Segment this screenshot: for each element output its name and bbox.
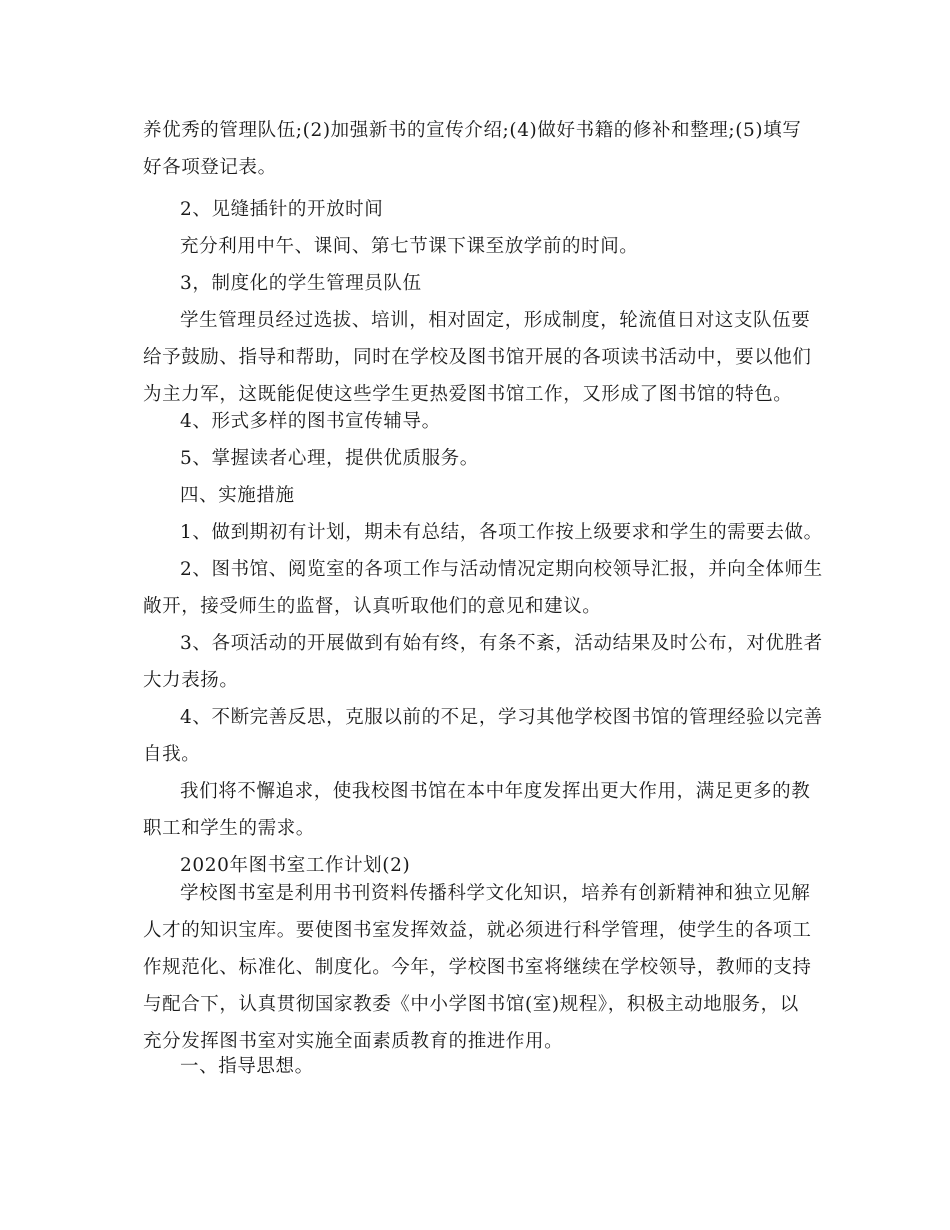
text-line: 一、指导思想。 <box>180 1056 314 1077</box>
paragraph-student-managers <box>143 302 813 413</box>
text-line: 学生管理员经过选拔、培训，相对固定，形成制度，轮流值日对这支队伍要 <box>180 310 811 331</box>
text-line: 养优秀的管理队伍;(2)加强新书的宣传介绍;(4)做好书籍的修补和整理;(5)填写 <box>143 120 802 141</box>
text-line: 人才的知识宝库。要使图书室发挥效益，就必须进行科学管理，使学生的各项工 <box>143 920 812 941</box>
paragraph-heading-student-managers <box>143 265 813 302</box>
text-line: 四、实施措施 <box>180 485 295 506</box>
text-line: 2、图书馆、阅览室的各项工作与活动情况定期向校领导汇报，并向全体师生 <box>180 559 823 580</box>
text-line: 给予鼓励、指导和帮助，同时在学校及图书馆开展的各项读书活动中，要以他们 <box>143 347 812 368</box>
paragraph-measure-2 <box>143 551 823 625</box>
text-line: 2020年图书室工作计划(2) <box>180 855 411 876</box>
paragraph-opening-time <box>143 228 813 265</box>
text-line: 3，制度化的学生管理员队伍 <box>180 273 422 294</box>
text-line: 充分发挥图书室对实施全面素质教育的推进作用。 <box>143 1031 564 1052</box>
paragraph-introduction <box>143 875 813 1060</box>
text-line: 自我。 <box>143 744 201 765</box>
text-line: 作规范化、标准化、制度化。今年，学校图书室将继续在学校领导，教师的支持 <box>143 957 812 978</box>
text-line: 好各项登记表。 <box>143 157 277 178</box>
text-line: 4、不断完善反思，克服以前的不足，学习其他学校图书馆的管理经验以完善 <box>180 707 823 728</box>
section-heading-implementation <box>143 477 813 514</box>
text-line: 我们将不懈追求，使我校图书馆在本中年度发挥出更大作用，满足更多的教 <box>180 781 811 802</box>
text-line: 学校图书室是利用书刊资料传播科学文化知识，培养有创新精神和独立见解 <box>180 883 811 904</box>
text-line: 3、各项活动的开展做到有始有终，有条不紊，活动结果及时公布，对优胜者 <box>180 633 823 654</box>
text-line: 4、形式多样的图书宣传辅导。 <box>180 411 441 432</box>
text-line: 1、做到期初有计划，期未有总结，各项工作按上级要求和学生的需要去做。 <box>180 522 823 543</box>
text-line: 大力表扬。 <box>143 670 239 691</box>
paragraph-measure-4 <box>143 699 823 773</box>
text-line: 充分利用中午、课间、第七节课下课至放学前的时间。 <box>180 236 639 257</box>
paragraph-measure-1 <box>143 514 823 551</box>
paragraph-measure-3 <box>143 625 823 699</box>
paragraph-closing <box>143 773 813 847</box>
section-heading-guiding-ideology <box>143 1048 813 1085</box>
paragraph-management-team <box>143 112 813 186</box>
paragraph-heading-publicity <box>143 403 813 440</box>
text-line: 与配合下，认真贯彻国家教委《中小学图书馆(室)规程》，积极主动地服务，以 <box>143 994 799 1015</box>
text-line: 为主力军，这既能促使这些学生更热爱图书馆工作，又形成了图书馆的特色。 <box>143 384 793 405</box>
text-line: 敞开，接受师生的监督，认真听取他们的意见和建议。 <box>143 596 602 617</box>
paragraph-heading-opening-time <box>143 191 813 228</box>
text-line: 2、见缝插针的开放时间 <box>180 199 384 220</box>
text-line: 5、掌握读者心理，提供优质服务。 <box>180 448 479 469</box>
paragraph-heading-reader-psychology <box>143 440 813 477</box>
text-line: 职工和学生的需求。 <box>143 818 315 839</box>
